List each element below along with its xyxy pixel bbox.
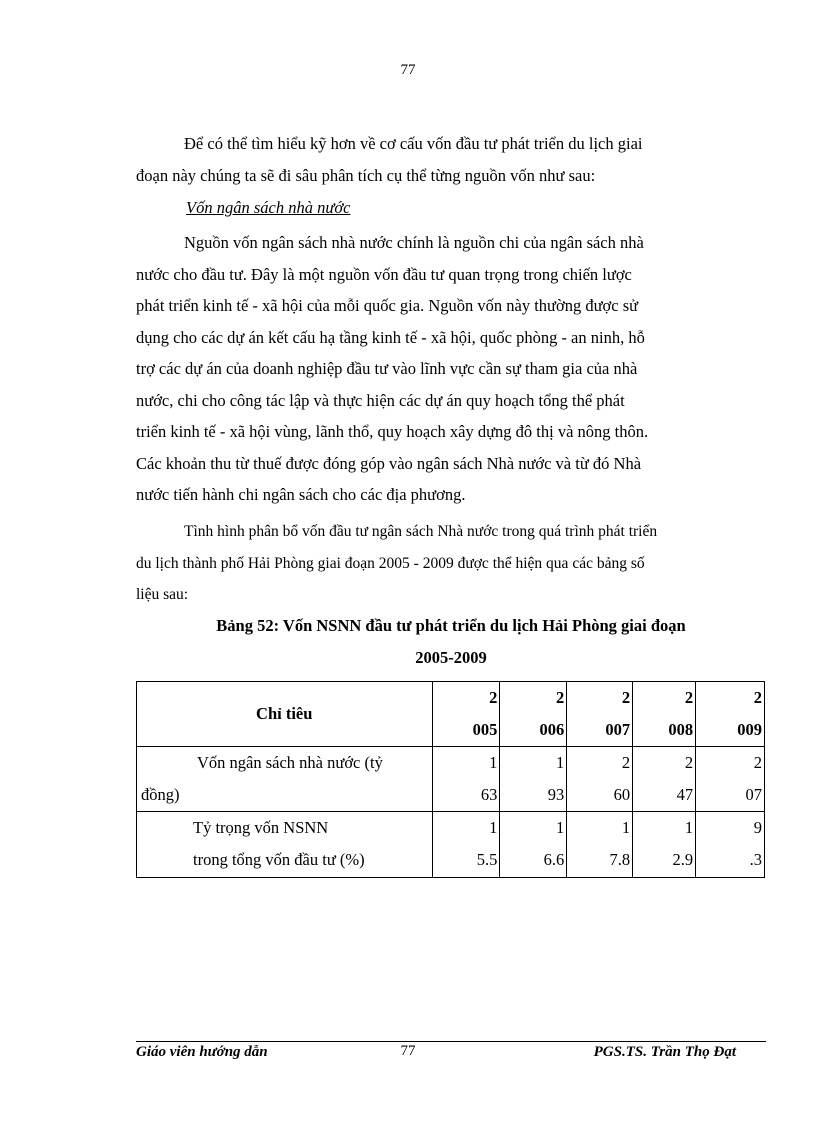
row-label: Tỷ trọng vốn NSNN trong tổng vốn đầu tư (%): [137, 812, 433, 878]
table-cell: 1 2.9: [633, 812, 696, 878]
paragraph-line: Tình hình phân bổ vốn đầu tư ngân sách Nhà nước trong quá trình phát triển: [184, 523, 658, 540]
table-row: [137, 812, 765, 878]
footer-advisor-label: Giáo viên hướng dẫn: [136, 1044, 268, 1060]
row-label: Vốn ngân sách nhà nước (tỷ đồng): [137, 747, 433, 812]
footer-page-number: 77: [400, 1043, 416, 1059]
year-cell: 2 005: [432, 682, 500, 747]
paragraph-line: du lịch thành phố Hải Phòng giai đoạn 2005 - 2009 được thể hiện qua các bảng số: [136, 554, 645, 572]
table-cell: 1 5.5: [432, 812, 500, 878]
table-cell: 2 47: [633, 747, 696, 812]
table-cell: 2 60: [567, 747, 633, 812]
paragraph-line: Để có thể tìm hiểu kỹ hơn về cơ cấu vốn đầu tư phát triển du lịch giai: [184, 134, 643, 153]
footer-advisor-name: PGS.TS. Trần Thọ Đạt: [593, 1044, 736, 1060]
paragraph-line: triển kinh tế - xã hội vùng, lãnh thổ, quy hoạch xây dựng đô thị và nông thôn.: [136, 422, 649, 441]
year-cell: 2 006: [500, 682, 567, 747]
paragraph-budget: [136, 227, 766, 511]
paragraph-line: đoạn này chúng ta sẽ đi sâu phân tích cụ thể từng nguồn vốn như sau:: [136, 165, 596, 185]
paragraph-line: nước tiến hành chi ngân sách cho các địa phương.: [136, 485, 466, 504]
paragraph-allocation: [136, 516, 766, 611]
table-cell: 2 07: [696, 747, 765, 812]
table-cell: 9 .3: [696, 812, 765, 878]
footer-divider: [136, 1041, 766, 1042]
table-row: [137, 747, 765, 812]
paragraph-line: dụng cho các dự án kết cấu hạ tầng kinh tế - xã hội, quốc phòng - an ninh, hỗ: [136, 327, 645, 347]
paragraph-line: nước cho đầu tư. Đây là một nguồn vốn đầu tư quan trọng trong chiến lược: [136, 264, 632, 284]
paragraph-line: phát triển kinh tế - xã hội của mỗi quốc gia. Nguồn vốn này thường được sử: [136, 296, 639, 315]
section-heading: Vốn ngân sách nhà nước: [186, 198, 351, 217]
paragraph-line: liệu sau:: [136, 586, 189, 603]
table-caption-years: 2005-2009: [415, 648, 487, 667]
year-cell: 2 009: [696, 682, 765, 747]
header-label: Chỉ tiêu: [137, 682, 433, 747]
table-cell: 1 93: [500, 747, 567, 812]
page-number-top: 77: [400, 62, 416, 78]
paragraph-line: nước, chi cho công tác lập và thực hiện các dự án quy hoạch tổng thể phát: [136, 390, 625, 410]
paragraph-line: Nguồn vốn ngân sách nhà nước chính là nguồn chi của ngân sách nhà: [184, 233, 644, 252]
table-cell: 1 7.8: [567, 812, 633, 878]
budget-table: [136, 681, 765, 878]
paragraph-intro: [136, 128, 766, 191]
table-caption: Bảng 52: Vốn NSNN đầu tư phát triển du lịch Hải Phòng giai đoạn: [216, 616, 686, 635]
year-cell: 2 007: [567, 682, 633, 747]
paragraph-line: Các khoản thu từ thuế được đóng góp vào ngân sách Nhà nước và từ đó Nhà: [136, 453, 642, 473]
paragraph-line: trợ các dự án của doanh nghiệp đầu tư vào lĩnh vực cần sự tham gia của nhà: [136, 359, 638, 378]
year-cell: 2 008: [633, 682, 696, 747]
table-header-row: [137, 682, 765, 747]
table-cell: 1 6.6: [500, 812, 567, 878]
table-cell: 1 63: [432, 747, 500, 812]
